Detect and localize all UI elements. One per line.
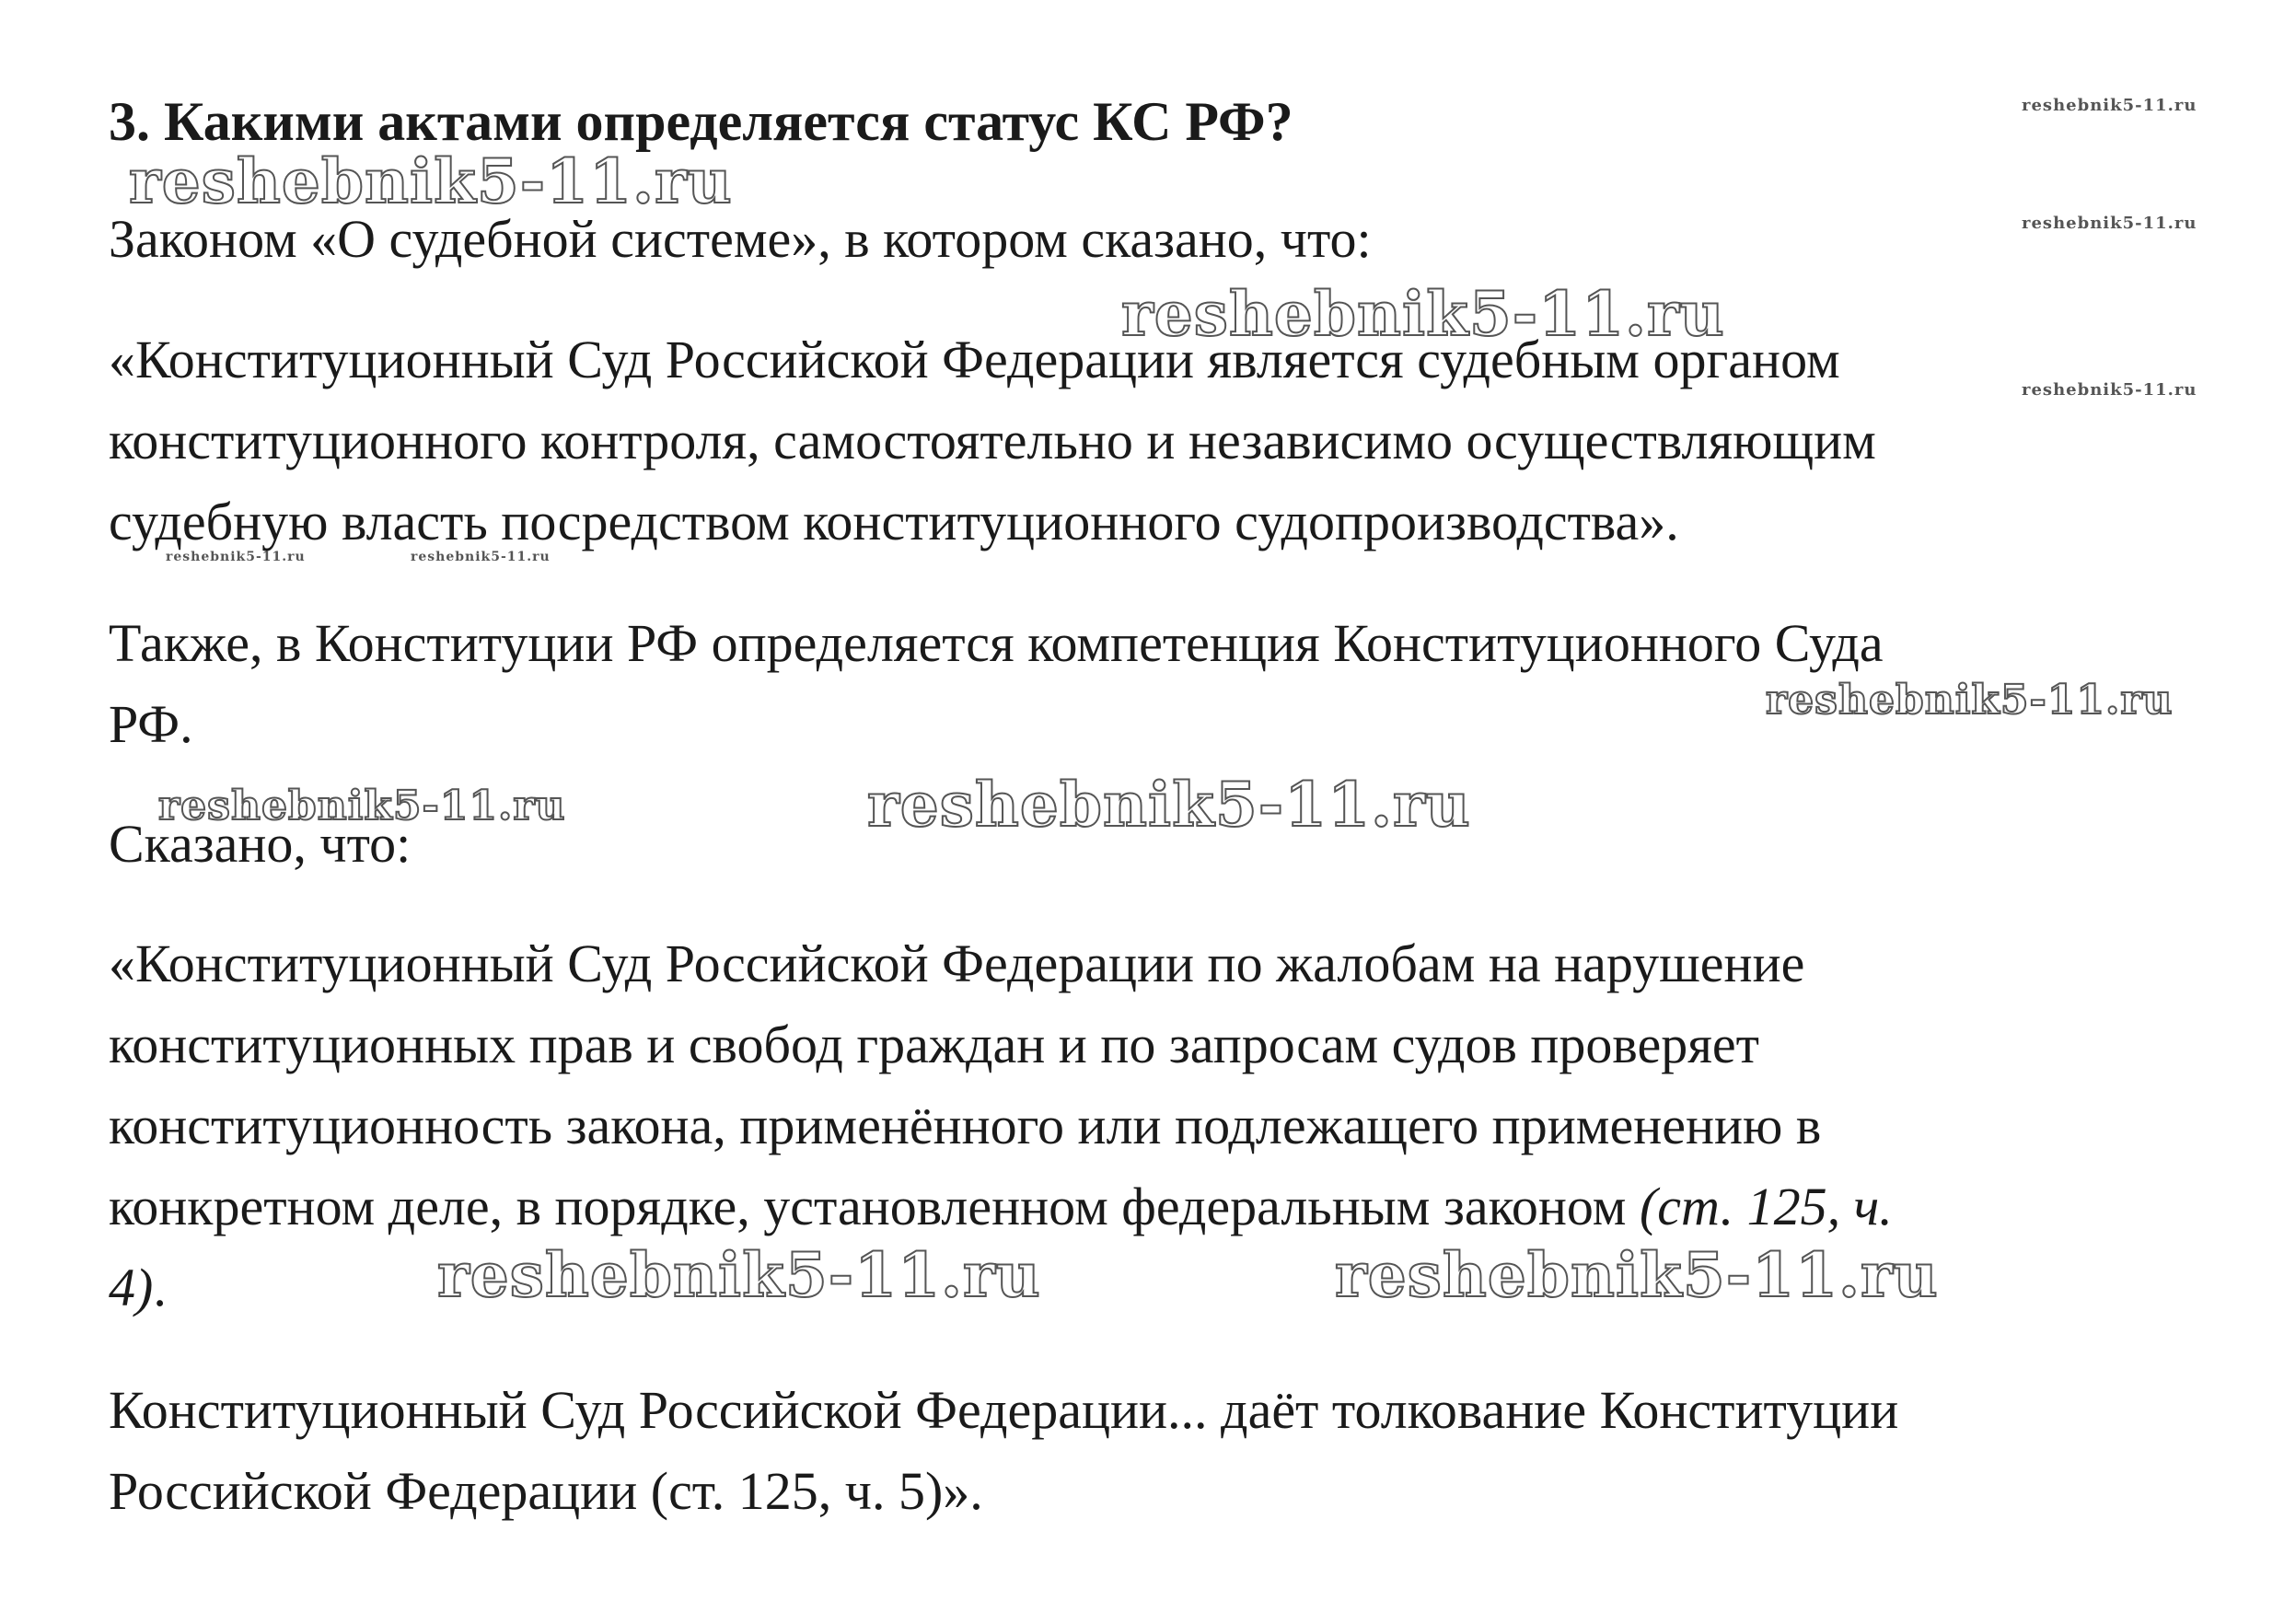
sentence-end: .: [153, 1258, 167, 1317]
paragraph-law: Законом «О судебной системе», в котором сказано, что:: [109, 209, 1372, 269]
paragraph-said: Сказано, что:: [109, 814, 412, 874]
quote-line: конституционных прав и свобод граждан и по запросам судов проверяет: [109, 1015, 1759, 1074]
watermark-small: reshebnik5-11.ru: [166, 550, 306, 564]
quote-line: конституционность закона, применённого или подлежащего применению в: [109, 1096, 1822, 1155]
quote-line: [109, 1166, 1893, 1247]
page-title: 3. Какими актами определяется статус КС РФ?: [109, 91, 1293, 152]
paragraph-interpretation: [109, 1370, 1898, 1532]
watermark-small: reshebnik5-11.ru: [2022, 214, 2197, 233]
paragraph-line: Российской Федерации (ст. 125, ч. 5)».: [109, 1461, 983, 1521]
paragraph-line: Конституционный Суд Российской Федерации... даёт толкование Конституции: [109, 1380, 1899, 1440]
watermark-logo: reshebnik5-11.ru: [437, 1239, 1041, 1311]
watermark-logo: reshebnik5-11.ru: [129, 145, 733, 217]
article-citation: (ст. 125, ч.: [1639, 1177, 1893, 1236]
paragraph-constitution: [109, 603, 1884, 765]
quote-judicial-system: [109, 319, 1876, 563]
quote-line-text: конкретном деле, в порядке, установленном федеральным законом: [109, 1177, 1640, 1236]
watermark-logo: reshebnik5-11.ru: [867, 769, 1471, 841]
watermark-logo: reshebnik5-11.ru: [1766, 677, 2174, 724]
quote-line: «Конституционный Суд Российской Федерации является судебным органом: [109, 330, 1840, 389]
watermark-logo: reshebnik5-11.ru: [1121, 278, 1725, 350]
paragraph-line: Также, в Конституции РФ определяется компетенция Конституционного Суда: [109, 613, 1884, 673]
paragraph-line: РФ.: [109, 694, 193, 754]
article-citation-end: 4): [109, 1258, 154, 1317]
quote-line: конституционного контроля, самостоятельно и независимо осуществляющим: [109, 411, 1876, 470]
watermark-logo: reshebnik5-11.ru: [158, 783, 566, 829]
watermark-logo: reshebnik5-11.ru: [1335, 1239, 1939, 1311]
watermark-small: reshebnik5-11.ru: [411, 550, 551, 564]
quote-line: судебную власть посредством конституционного судопроизводства».: [109, 492, 1679, 551]
quote-line: «Конституционный Суд Российской Федерации по жалобам на нарушение: [109, 934, 1805, 993]
watermark-small: reshebnik5-11.ru: [2022, 380, 2197, 400]
watermark-small: reshebnik5-11.ru: [2022, 96, 2197, 115]
